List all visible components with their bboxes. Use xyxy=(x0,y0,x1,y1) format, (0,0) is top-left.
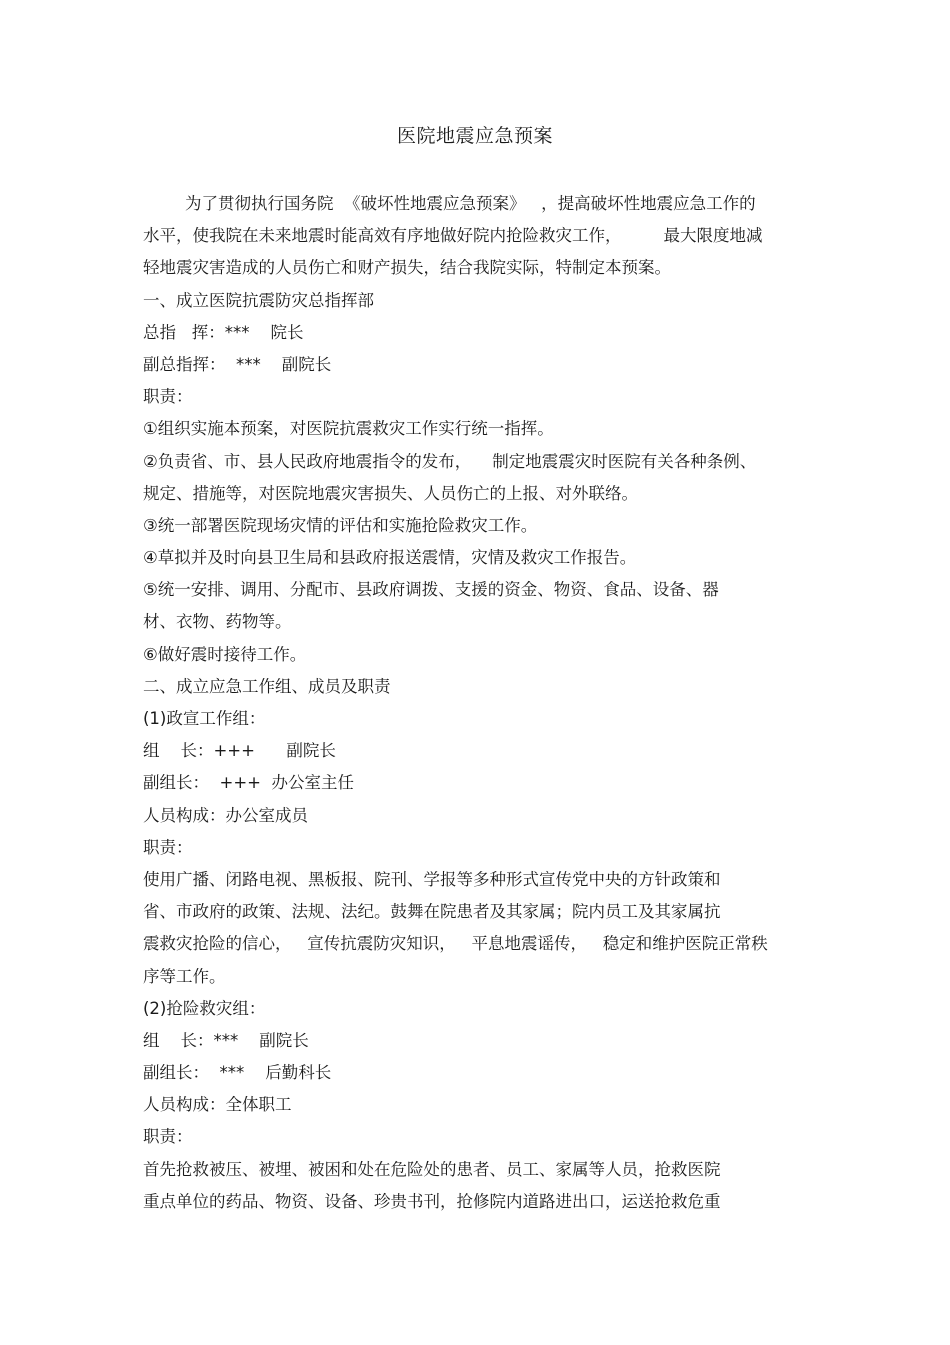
text-line: 使用广播、闭路电视、黑板报、院刊、学报等多种形式宣传党中央的方针政策和 xyxy=(143,869,721,889)
text-line: 职责： xyxy=(143,1127,193,1147)
text-line: 职责： xyxy=(143,837,193,857)
text-line: 为了贯彻执行国务院 《破坏性地震应急预案》 ，提高破坏性地震应急工作的 xyxy=(143,194,756,213)
text-line: 首先抢救被压、被埋、被困和处在危险处的患者、员工、家属等人员，抢救医院 xyxy=(143,1159,721,1179)
document-body xyxy=(143,188,823,1218)
text-line: (2)抢险救灾组： xyxy=(143,998,266,1018)
text-line: 轻地震灾害造成的人员伤亡和财产损失，结合我院实际，特制定本预案。 xyxy=(143,258,671,278)
text-line: 总指 挥：*** 院长 xyxy=(143,322,304,342)
text-line: (1)政宣工作组： xyxy=(143,709,266,728)
text-line: 人员构成：全体职工 xyxy=(143,1095,292,1115)
text-line: ⑤统一安排、调用、分配市、县政府调拨、支援的资金、物资、食品、设备、器 xyxy=(143,580,719,600)
document-title: 医院地震应急预案 xyxy=(396,125,553,147)
text-line: 组 长：+++ 副院长 xyxy=(143,741,336,761)
text-line: 一、成立医院抗震防灾总指挥部 xyxy=(143,290,374,310)
text-line: 副组长： *** 后勤科长 xyxy=(143,1063,332,1083)
text-line: ③统一部署医院现场灾情的评估和实施抢险救灾工作。 xyxy=(143,515,538,535)
text-line: 二、成立应急工作组、成员及职责 xyxy=(143,676,391,696)
text-line: ⑥做好震时接待工作。 xyxy=(143,644,307,664)
text-line: 副组长： +++ 办公室主任 xyxy=(143,773,354,793)
text-line: ②负责省、市、县人民政府地震指令的发布， 制定地震震灾时医院有关各种条例、 xyxy=(143,451,757,471)
text-line: ④草拟并及时向县卫生局和县政府报送震情，灾情及救灾工作报告。 xyxy=(143,548,637,568)
text-line: 人员构成：办公室成员 xyxy=(143,805,308,825)
text-line: 副总指挥： *** 副院长 xyxy=(143,354,332,374)
text-line: 职责： xyxy=(143,387,193,407)
text-line: 规定、措施等，对医院地震灾害损失、人员伤亡的上报、对外联络。 xyxy=(143,483,638,503)
text-line: 组 长：*** 副院长 xyxy=(143,1030,309,1050)
text-line: 省、市政府的政策、法规、法纪。鼓舞在院患者及其家属；院内员工及其家属抗 xyxy=(143,902,721,922)
text-line: 重点单位的药品、物资、设备、珍贵书刊，抢修院内道路进出口，运送抢救危重 xyxy=(143,1191,721,1211)
text-line: 材、衣物、药物等。 xyxy=(143,612,292,632)
text-line: ①组织实施本预案，对医院抗震救灾工作实行统一指挥。 xyxy=(143,419,554,439)
text-line: 水平，使我院在未来地震时能高效有序地做好院内抢险救灾工作， 最大限度地减 xyxy=(143,226,763,246)
text-line: 序等工作。 xyxy=(143,966,226,986)
text-line: 震救灾抢险的信心， 宣传抗震防灾知识， 平息地震谣传， 稳定和维护医院正常秩 xyxy=(143,934,768,954)
